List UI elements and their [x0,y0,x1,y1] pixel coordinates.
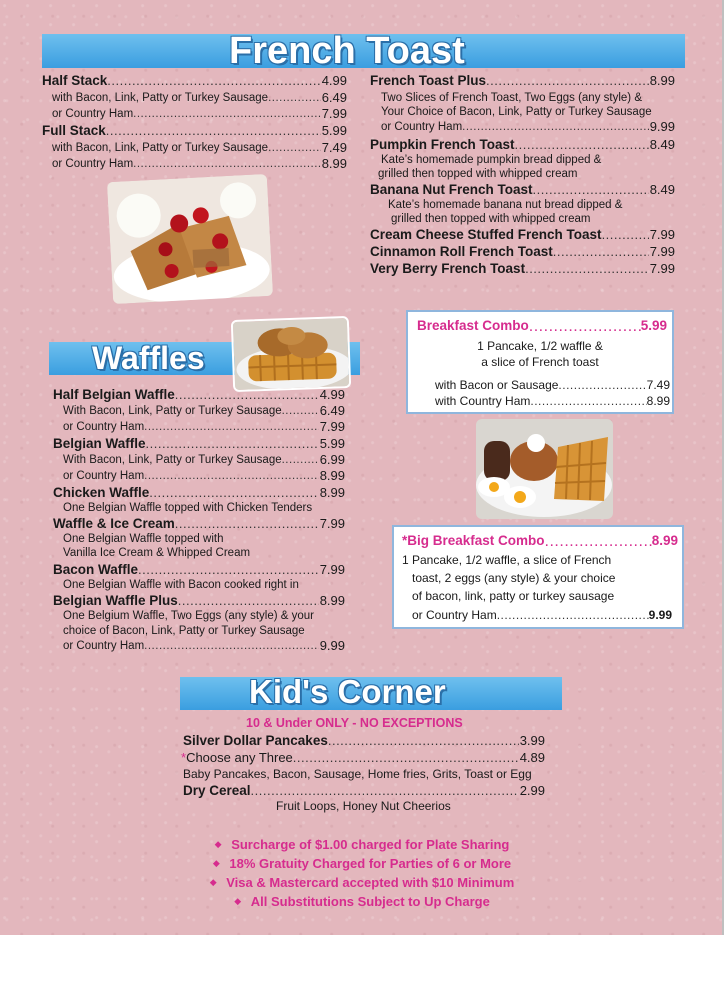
menu-item-chicken-waffle [53,485,345,500]
option-price: 7.99 [321,106,347,121]
item-price: 3.99 [519,733,545,748]
combo-option [435,394,670,408]
menu-option [52,141,347,155]
policy-line [0,836,724,853]
menu-item-banana-nut-french-toast [370,182,675,197]
item-name: Bacon Waffle [53,562,139,577]
item-price: 8.49 [649,137,675,152]
item-price: 7.99 [649,261,675,276]
combo-price: 8.99 [651,533,678,548]
menu-option [63,469,345,483]
item-description: Fruit Loops, Honey Nut Cheerios [276,799,451,813]
policy-text: Visa & Mastercard accepted with $10 Minimum [226,875,515,890]
item-description: One Belgian Waffle with Bacon cooked right in [63,579,299,591]
big-breakfast-combo-box [392,525,684,629]
option-text: with Bacon or Sausage [435,378,559,392]
menu-item-french-toast-plus [370,73,675,88]
item-price: 7.99 [319,516,345,531]
menu-item-half-stack [42,73,347,88]
item-description: One Belgian Waffle topped with [63,533,224,545]
menu-item-bacon-waffle [53,562,345,577]
item-price: 5.99 [319,436,345,451]
item-description: grilled then topped with whipped cream [378,168,578,180]
item-name: Choose any Three [186,750,293,765]
french-toast-title: French Toast [229,30,465,72]
item-name: Waffle & Ice Cream [53,516,175,531]
menu-item-waffle-ice-cream [53,516,345,531]
item-name: Very Berry French Toast [370,261,526,276]
menu-item-full-stack [42,123,347,138]
option-price: 6.49 [321,90,347,105]
menu-item-cinnamon-roll-french-toast [370,244,675,259]
option-price: 9.99 [648,608,672,622]
option-text: or Country Ham [412,608,497,622]
item-price: 4.99 [321,73,347,88]
option-price: 8.99 [646,394,670,408]
item-name: Belgian Waffle [53,436,146,451]
item-name: Silver Dollar Pancakes [183,733,328,748]
menu-option [63,639,345,653]
combo-title-row [402,533,678,551]
french-toast-photo [107,174,273,304]
menu-option [381,120,675,134]
combo-title: Breakfast Combo [417,318,529,333]
item-description: One Belgian Waffle topped with Chicken Tenders [63,502,313,514]
combo-price: 5.99 [640,318,667,333]
option-text: or Country Ham [63,421,145,433]
policy-text: Surcharge of $1.00 charged for Plate Sharing [231,837,510,852]
item-price: 7.99 [649,227,675,242]
menu-option [52,157,347,171]
menu-item-belgian-waffle [53,436,345,451]
menu-item-dry-cereal [183,783,545,798]
diamond-bullet-icon: ◆ [212,858,220,868]
diamond-bullet-icon: ◆ [214,839,222,849]
combo-description: toast, 2 eggs (any style) & your choice [412,571,616,585]
item-description: Baby Pancakes, Bacon, Sausage, Home fries, Grits, Toast or Egg [183,767,532,781]
menu-option [52,91,347,105]
combo-title: *Big Breakfast Combo [402,533,545,548]
menu-item-very-berry-french-toast [370,261,675,276]
menu-option [52,107,347,121]
item-name: Pumpkin French Toast [370,137,515,152]
item-price: 7.99 [649,244,675,259]
item-description: Kate’s homemade banana nut bread dipped & [388,199,623,211]
kids-notice: 10 & Under ONLY - NO EXCEPTIONS [246,716,463,730]
item-price: 4.89 [519,750,545,765]
item-name: Banana Nut French Toast [370,182,533,197]
option-price: 9.99 [649,119,675,134]
item-price: 8.99 [649,73,675,88]
option-text: with Country Ham [435,394,531,408]
option-text: or Country Ham [63,640,145,652]
item-description: choice of Bacon, Link, Patty or Turkey Sausage [63,625,305,637]
menu-item-pumpkin-french-toast [370,137,675,152]
policy-line [0,893,724,910]
option-text: With Bacon, Link, Patty or Turkey Sausage [63,405,282,417]
option-text: or Country Ham [63,470,145,482]
policy-line [0,874,724,891]
option-text: With Bacon, Link, Patty or Turkey Sausage [63,454,282,466]
combo-description: a slice of French toast [481,355,599,369]
combo-option [412,608,672,622]
item-price: 8.99 [319,593,345,608]
option-price: 7.49 [321,140,347,155]
option-text: with Bacon, Link, Patty or Turkey Sausage [52,142,269,154]
item-name: Dry Cereal [183,783,251,798]
combo-option [435,378,670,392]
item-name: Chicken Waffle [53,485,150,500]
option-text: or Country Ham [381,121,463,133]
policy-text: 18% Gratuity Charged for Parties of 6 or More [229,856,512,871]
menu-item-cream-cheese-french-toast [370,227,675,242]
menu-item-half-belgian-waffle [53,387,345,402]
item-name: Half Stack [42,73,108,88]
option-price: 9.99 [319,638,345,653]
item-price: 4.99 [319,387,345,402]
diamond-bullet-icon: ◆ [234,896,242,906]
option-price: 6.99 [319,452,345,467]
item-name: Full Stack [42,123,106,138]
policy-text: All Substitutions Subject to Up Charge [250,894,490,909]
item-name: Cream Cheese Stuffed French Toast [370,227,602,242]
option-price: 7.49 [646,378,670,392]
option-price: 7.99 [319,419,345,434]
item-description: One Belgium Waffle, Two Eggs (any style) & your [63,610,314,622]
option-price: 8.99 [319,468,345,483]
item-name: Cinnamon Roll French Toast [370,244,553,259]
asterisk: * [181,750,187,765]
chicken-waffle-photo [231,316,351,392]
combo-description: 1 Pancake, 1/2 waffle & [477,339,603,353]
item-price: 2.99 [519,783,545,798]
option-price: 6.49 [319,403,345,418]
policy-line [0,855,724,872]
menu-item-silver-dollar-pancakes [183,733,545,748]
menu-option [63,453,345,467]
option-text: or Country Ham [52,158,134,170]
item-price: 8.49 [649,182,675,197]
kids-corner-title: Kid's Corner [249,673,446,710]
option-text: with Bacon, Link, Patty or Turkey Sausage [52,92,269,104]
item-name: Belgian Waffle Plus [53,593,178,608]
item-description: grilled then topped with whipped cream [391,213,591,225]
combo-description: of bacon, link, patty or turkey sausage [412,589,615,603]
item-description: Two Slices of French Toast, Two Eggs (any style) & [381,92,642,104]
item-description: Vanilla Ice Cream & Whipped Cream [63,547,251,559]
item-price: 7.99 [319,562,345,577]
combo-title-row [417,318,667,336]
combo-description: 1 Pancake, 1/2 waffle, a slice of French [402,553,612,567]
menu-item-belgian-waffle-plus [53,593,345,608]
item-description: Your Choice of Bacon, Link, Patty or Turkey Sausage [381,106,652,118]
menu-item-choose-any-three [181,750,545,765]
item-description: Kate’s homemade pumpkin bread dipped & [381,154,602,166]
breakfast-combo-photo [476,419,613,519]
menu-option [63,404,345,418]
item-price: 8.99 [319,485,345,500]
item-name: Half Belgian Waffle [53,387,175,402]
diamond-bullet-icon: ◆ [209,877,217,887]
option-text: or Country Ham [52,108,134,120]
option-price: 8.99 [321,156,347,171]
menu-option [63,420,345,434]
breakfast-combo-box [406,310,674,414]
item-name: French Toast Plus [370,73,487,88]
waffles-title: Waffles [92,340,205,376]
item-price: 5.99 [321,123,347,138]
